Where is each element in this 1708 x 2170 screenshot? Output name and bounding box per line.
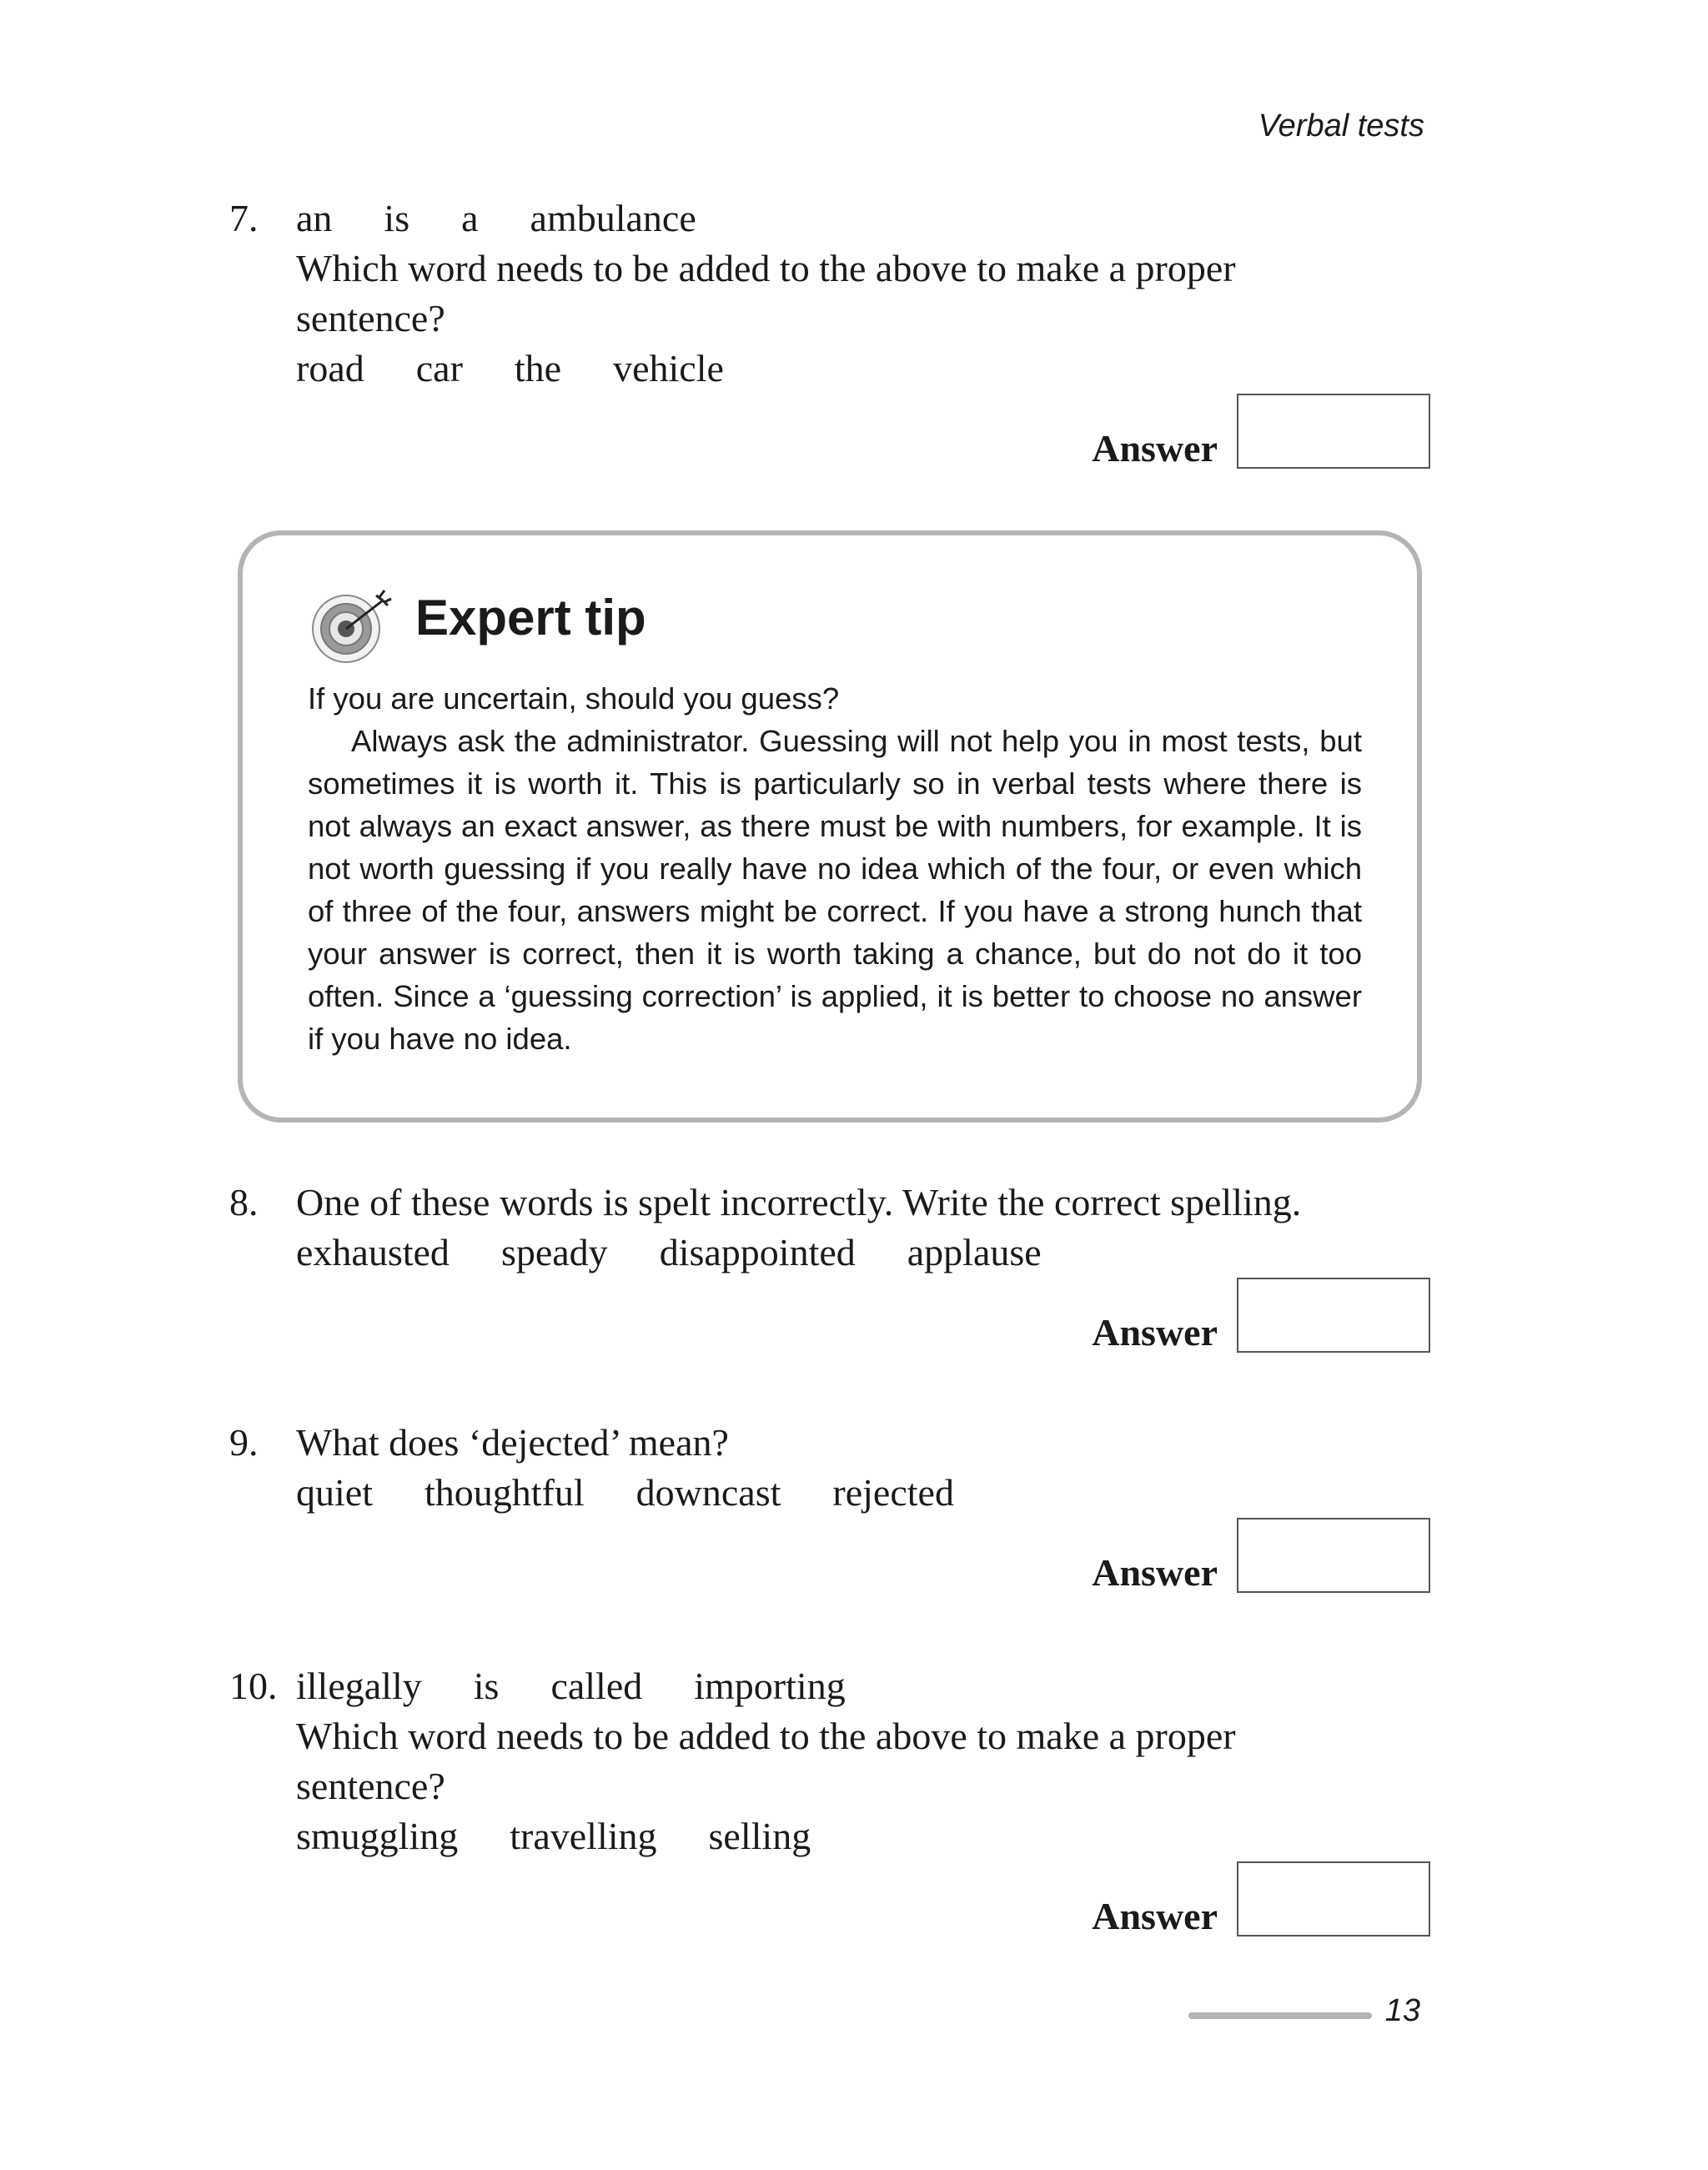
- expert-tip-box: [238, 530, 1422, 1123]
- option: speady: [500, 1231, 608, 1273]
- option: rejected: [832, 1471, 954, 1514]
- question-9: [229, 1418, 1430, 1594]
- answer-label: Answer: [1092, 1895, 1218, 1937]
- option: car: [415, 347, 463, 389]
- option: downcast: [635, 1471, 781, 1514]
- option: travelling: [510, 1815, 657, 1857]
- question-8: [229, 1178, 1430, 1354]
- answer-box[interactable]: [1237, 394, 1430, 469]
- word: illegally: [296, 1665, 422, 1707]
- answer-box[interactable]: [1237, 1278, 1430, 1353]
- option: quiet: [296, 1471, 373, 1514]
- question-number: 10.: [229, 1665, 278, 1707]
- question-number: 9.: [229, 1421, 259, 1464]
- running-head: Verbal tests: [1258, 108, 1424, 143]
- option-list: [296, 1228, 1430, 1278]
- option: the: [514, 347, 562, 389]
- word: a: [461, 197, 479, 239]
- tip-title: Expert tip: [415, 590, 646, 645]
- question-prompt: Which word needs to be added to the above to make a proper: [296, 1715, 1236, 1757]
- question-prompt: One of these words is spelt incorrectly. Write the correct spelling.: [296, 1181, 1302, 1223]
- answer-label: Answer: [1092, 427, 1218, 470]
- word: ambulance: [530, 197, 696, 239]
- word: importing: [694, 1665, 846, 1707]
- option: vehicle: [613, 347, 724, 389]
- option: applause: [907, 1231, 1042, 1273]
- page-number: 13: [1384, 1993, 1420, 2028]
- option: exhausted: [296, 1231, 450, 1273]
- word: is: [384, 197, 410, 239]
- option: disappointed: [659, 1231, 856, 1273]
- answer-area: [1080, 1278, 1430, 1354]
- option-list: [296, 344, 1430, 394]
- option-list: [296, 1468, 1430, 1518]
- word: called: [550, 1665, 643, 1707]
- question-number: 7.: [229, 197, 259, 239]
- word: an: [296, 197, 333, 239]
- answer-area: [1080, 394, 1430, 470]
- target-arrow-icon: [309, 582, 393, 666]
- tip-text: [308, 677, 1362, 1060]
- option: selling: [708, 1815, 811, 1857]
- answer-label: Answer: [1092, 1551, 1218, 1594]
- question-10: [229, 1661, 1430, 1937]
- question-number: 8.: [229, 1181, 259, 1223]
- footer-rule: [1188, 2012, 1372, 2019]
- option: smuggling: [296, 1815, 459, 1857]
- answer-area: [1080, 1518, 1430, 1595]
- option-list: [296, 1811, 1430, 1861]
- question-7: [229, 193, 1430, 470]
- word: is: [473, 1665, 500, 1707]
- word-list: [296, 193, 1430, 244]
- word-list: [296, 1661, 1430, 1711]
- question-prompt: What does ‘dejected’ mean?: [296, 1421, 729, 1464]
- tip-body: Always ask the administrator. Guessing will not help you in most tests, but sometimes it is worth it. This is particularly so in verbal tests where there is not always an exact answer, as there must be with numbers, for example. It is not worth guessing if you really have no idea which of the four, or even which of three of the four, answers might be correct. If you have a strong hunch that your answer is correct, then it is worth taking a chance, but do not do it too often. Since a ‘guessing correction’ is applied, it is better to choose no answer if you have no idea.: [308, 724, 1362, 1056]
- question-prompt-cont: sentence?: [296, 1765, 445, 1807]
- tip-question: If you are uncertain, should you guess?: [308, 681, 840, 716]
- answer-box[interactable]: [1237, 1861, 1430, 1936]
- answer-area: [1080, 1861, 1430, 1938]
- option: road: [296, 347, 364, 389]
- question-prompt-cont: sentence?: [296, 297, 445, 339]
- question-prompt: Which word needs to be added to the above to make a proper: [296, 247, 1236, 289]
- option: thoughtful: [424, 1471, 585, 1514]
- answer-label: Answer: [1092, 1311, 1218, 1354]
- answer-box[interactable]: [1237, 1518, 1430, 1593]
